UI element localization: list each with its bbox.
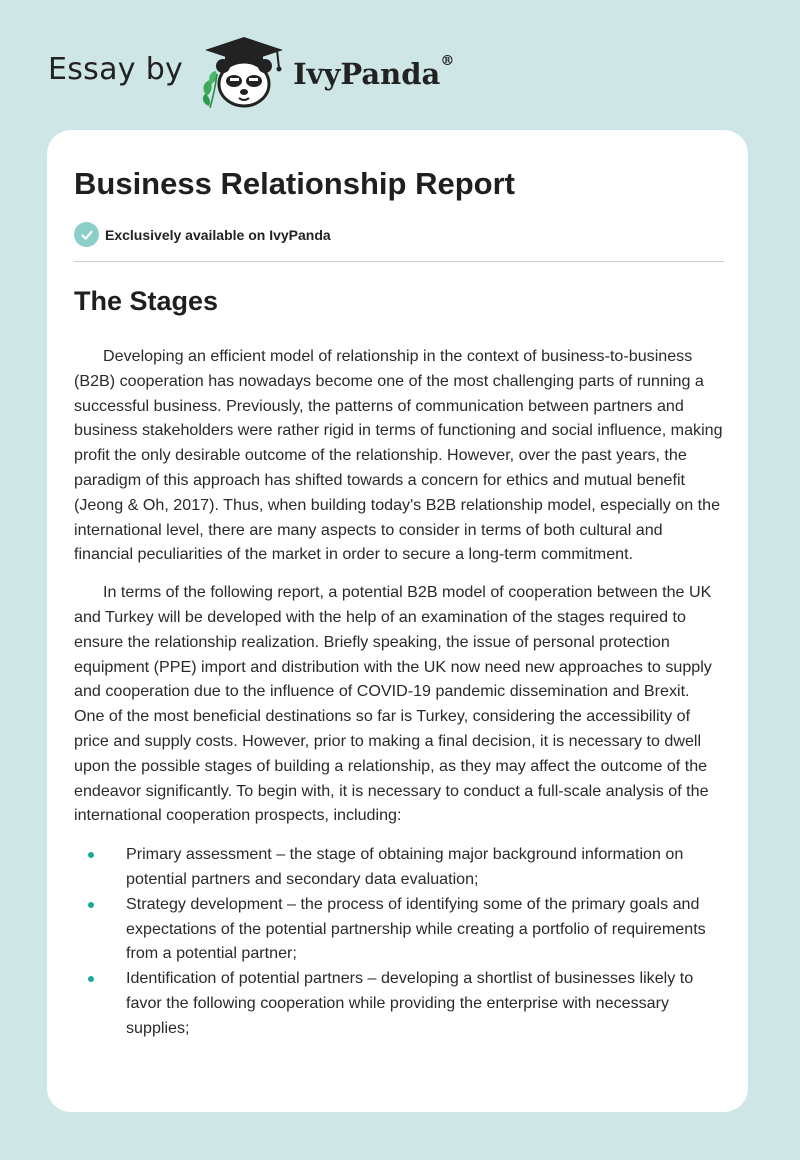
page-title: Business Relationship Report [74, 166, 515, 201]
title-divider [74, 261, 724, 262]
list-item [74, 892, 724, 966]
list-item-text: Primary assessment – the stage of obtaining major background information on potential partners and secondary data evaluation; [126, 845, 684, 888]
bullet-icon [88, 852, 94, 858]
list-item-text: Strategy development – the process of identifying some of the primary goals and expectations of the potential partnership while creating a portfolio of requirements from a potential partner; [126, 894, 706, 963]
list-item [74, 842, 724, 892]
bullet-icon [88, 976, 94, 982]
check-icon [74, 222, 99, 247]
essay-card [47, 130, 748, 1112]
list-item [74, 966, 724, 1040]
list-item-text: Identification of potential partners – developing a shortlist of businesses likely to favor the following cooperation while providing the enterprise with necessary supplies; [126, 969, 694, 1037]
stages-list [74, 842, 724, 1040]
ivypanda-logo-icon[interactable] [197, 34, 287, 110]
brand-name[interactable]: IvyPanda® [293, 53, 455, 91]
essay-by-label: Essay by [48, 51, 184, 87]
exclusive-label: Exclusively available on IvyPanda [105, 226, 331, 243]
exclusive-badge [74, 222, 331, 247]
section-heading: The Stages [74, 286, 219, 316]
registered-mark: ® [440, 53, 455, 69]
bullet-icon [88, 902, 94, 908]
paragraph: Developing an efficient model of relationship in the context of business-to-business (B2B) cooperation has nowadays become one of the most challenging parts of running a successful business. Previously, the patterns of communication between partners and business stakeholders were rather rigid in terms of functioning and social influence, making profit the only desirable outcome of the relationship. However, over the past years, the paradigm of this approach has shifted towards a concern for ethics and mutual benefit (Jeong & Oh, 2017). Thus, when building today's B2B relationship model, especially on the international level, there are many aspects to consider in terms of both cultural and financial peculiarities of the market in order to secure a long-term commitment. [74, 347, 723, 564]
site-header [48, 32, 454, 112]
essay-body [74, 344, 724, 1041]
paragraph: In terms of the following report, a potential B2B model of cooperation between the UK and Turkey will be developed with the help of an examination of the stages required to ensure the relationship realization. Briefly speaking, the issue of personal protection equipment (PPE) import and distribution with the UK now need new approaches to supply and cooperation due to the influence of COVID-19 pandemic dissemination and Brexit. One of the most beneficial destinations so far is Turkey, considering the accessibility of price and supply costs. However, prior to making a final decision, it is necessary to dwell upon the possible stages of building a relationship, as they may affect the outcome of the endeavor significantly. To begin with, it is necessary to conduct a full-scale analysis of the international cooperation prospects, including: [74, 583, 712, 825]
